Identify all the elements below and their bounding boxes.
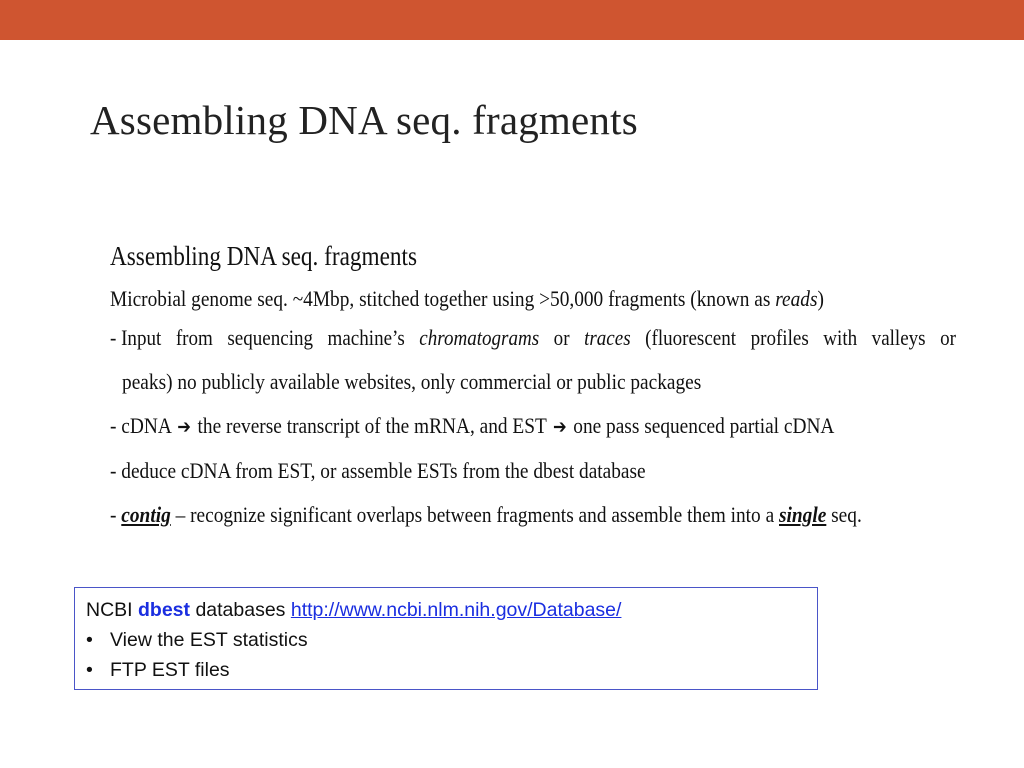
ncbi-info-box: [74, 587, 818, 690]
cdna-label: - cDNA: [110, 413, 171, 438]
slide-title: Assembling DNA seq. fragments: [90, 97, 638, 143]
line-end: ): [817, 286, 824, 311]
word: machine’s: [327, 325, 405, 350]
word: or: [940, 325, 956, 350]
chromatograms-term: chromatograms: [419, 325, 540, 350]
slide-body: [110, 236, 956, 537]
line-middle: – recognize significant overlaps between fragments and assemble them into a: [170, 502, 779, 527]
single-term: single: [778, 502, 827, 527]
word: - Input: [110, 325, 162, 350]
bullet-text: View the EST statistics: [110, 629, 308, 651]
body-line-input-continuation: peaks) no publicly available websites, only commercial or public packages: [122, 369, 702, 394]
body-line-contig: [110, 493, 862, 537]
dbest-label: dbest: [138, 599, 191, 621]
est-description: one pass sequenced partial cDNA: [573, 413, 835, 438]
word: or: [553, 325, 570, 350]
cdna-description: the reverse transcript of the mRNA, and EST: [197, 413, 547, 438]
bullet-icon: •: [86, 629, 93, 651]
ncbi-database-link[interactable]: http://www.ncbi.nlm.nih.gov/Database/: [290, 599, 622, 621]
word: valleys: [871, 325, 926, 350]
traces-term: traces: [584, 325, 631, 350]
bullet-icon: •: [86, 659, 93, 681]
body-line-deduce-cdna: - deduce cDNA from EST, or assemble ESTs from the dbest database: [110, 458, 646, 483]
reads-term: reads: [775, 286, 818, 311]
right-arrow-icon: ➔: [553, 416, 567, 438]
word: (fluorescent: [645, 325, 737, 350]
top-accent-bar: [0, 0, 1024, 40]
bullet-item: [86, 655, 817, 685]
right-arrow-icon: ➔: [177, 416, 191, 438]
bullet-item: [86, 625, 817, 655]
ncbi-dbest-row: [86, 595, 817, 625]
bullet-text: FTP EST files: [110, 659, 230, 681]
body-line-microbial-genome: [110, 282, 838, 316]
body-line-input-sequencing: [110, 316, 956, 360]
line-prefix: -: [110, 502, 122, 527]
word: profiles: [750, 325, 809, 350]
word: from: [175, 325, 213, 350]
databases-label: databases: [190, 599, 291, 621]
ncbi-label: NCBI: [86, 599, 139, 621]
line-text: Microbial genome seq. ~4Mbp, stitched together using >50,000 fragments (known as: [110, 286, 776, 311]
word: sequencing: [227, 325, 314, 350]
body-line-cdna: [110, 404, 838, 449]
body-heading: Assembling DNA seq. fragments: [110, 241, 417, 271]
word: with: [823, 325, 858, 350]
line-end: seq.: [826, 502, 862, 527]
contig-term: contig: [121, 502, 171, 527]
